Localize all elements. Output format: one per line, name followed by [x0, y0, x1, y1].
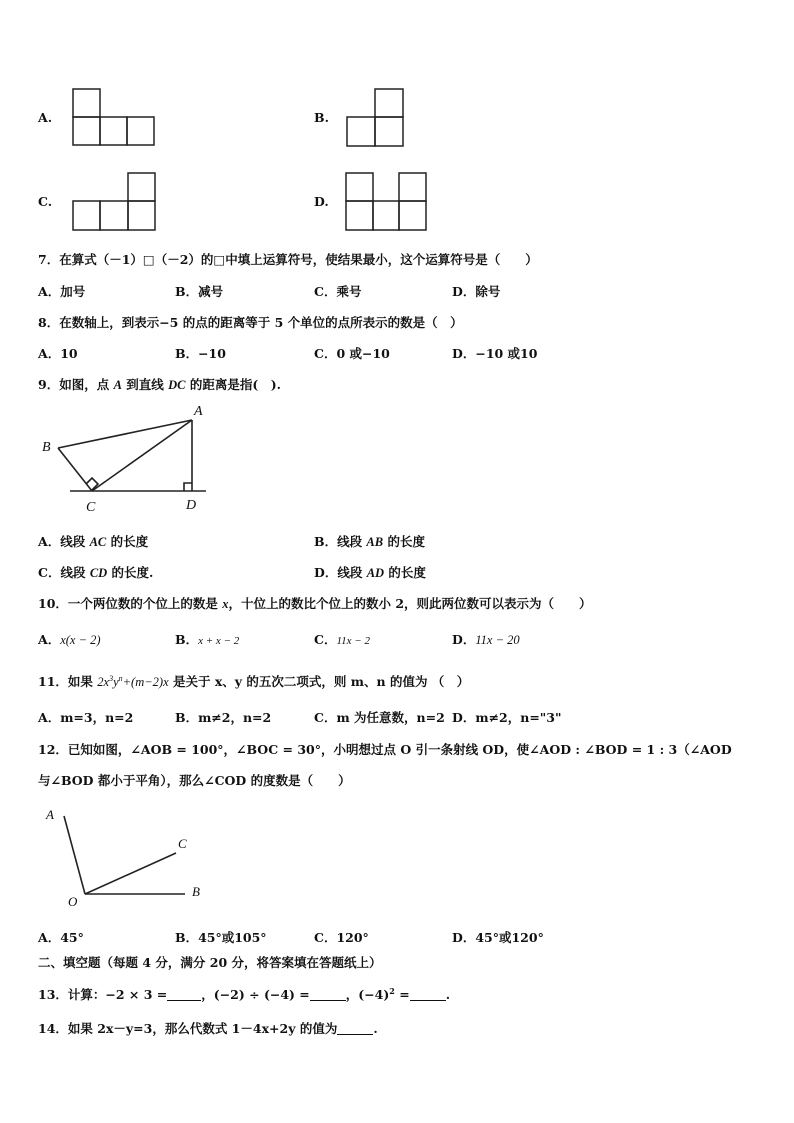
q12-label-o: O [68, 894, 78, 909]
q9-option-d-seg: AD [366, 566, 385, 580]
q8-option-c: C．0 或−10 [314, 346, 390, 361]
q11-expr-y: y [113, 675, 119, 689]
q10-option-a-expr: x(x − 2) [60, 633, 101, 647]
q14-pre: 14．如果 2x－y=3，那么代数式 1－4x+2y 的值为 [38, 1021, 338, 1036]
q9-stem-pre: 9．如图，点 [38, 377, 114, 392]
q10-stem [38, 594, 592, 612]
q11-option-c: C．m 为任意数，n=2 [314, 710, 445, 725]
q8-option-a: A．10 [38, 346, 78, 361]
q9-option-a-pre: A．线段 [38, 534, 90, 549]
q9-option-c-post: 的长度. [107, 565, 154, 580]
q11-option-a: A．m=3，n=2 [38, 710, 134, 725]
q6-figure-b [346, 88, 406, 148]
q9-option-b-post: 的长度 [383, 534, 425, 549]
q7-stem: 7．在算式（－1）□（－2）的□中填上运算符号，使结果最小，这个运算符号是（ ） [38, 252, 538, 267]
q12-option-d: D．45°或120° [452, 930, 544, 945]
q10-option-c [314, 630, 370, 648]
q13-pre: 13．计算：−2 × 3 = [38, 987, 168, 1002]
q8-option-d: D．−10 或10 [452, 346, 538, 361]
q11-expression [97, 675, 168, 689]
q9-option-a-seg: AC [89, 535, 107, 549]
q12-label-b: B [192, 884, 200, 899]
q14-blank[interactable] [337, 1022, 373, 1035]
q11-stem-post: 是关于 x、y 的五次二项式，则 m、n 的值为 （ ） [168, 674, 470, 689]
q9-option-c-seg: CD [89, 566, 108, 580]
q10-stem-x: x [222, 597, 229, 611]
q9-option-b-pre: B．线段 [314, 534, 367, 549]
q7-option-c: C．乘号 [314, 284, 362, 299]
q10-stem-post: ，十位上的数比个位上的数小 2，则此两位数可以表示为（ ） [228, 596, 592, 611]
q14-line [38, 1019, 378, 1037]
q12-label-c: C [178, 836, 187, 851]
q13-mid3: = [394, 987, 410, 1002]
q9-option-c-pre: C．线段 [38, 565, 90, 580]
q13-line [38, 985, 450, 1003]
q12-stem-line1: 12．已知如图，∠AOB = 100°，∠BOC = 30°，小明想过点 O 引一条射线 OD，使∠AOD : ∠BOD = 1 : 3（∠AOD [38, 742, 732, 757]
q9-option-d-post: 的长度 [384, 565, 426, 580]
q10-stem-pre: 10．一个两位数的个位上的数是 [38, 596, 223, 611]
q11-option-b: B．m≠2，n=2 [175, 710, 272, 725]
q10-option-b-expr: x + x − 2 [198, 635, 240, 647]
q9-option-d [314, 563, 426, 581]
q11-stem [38, 672, 469, 690]
q12-option-a: A．45° [38, 930, 84, 945]
q6-figure-c [72, 172, 158, 232]
q12-stem-line2: 与∠BOD 都小于平角），那么∠COD 的度数是（ ） [38, 773, 351, 788]
q9-option-c [38, 563, 153, 581]
q10-option-a-label: A． [38, 632, 61, 647]
q11-expr-exp3: 3 [109, 673, 114, 683]
q9-stem-post: 的距离是指( ). [185, 377, 282, 392]
q9-stem-mid: 到直线 [121, 377, 169, 392]
q6-figure-a [72, 88, 156, 146]
q7-option-d: D．除号 [452, 284, 501, 299]
q12-option-b: B．45°或105° [175, 930, 267, 945]
q9-label-a: A [194, 404, 203, 419]
q6-option-c-label: C. [38, 194, 53, 209]
q12-label-a: A [46, 807, 54, 822]
q9-stem-point: A [113, 378, 122, 392]
q11-stem-pre: 11．如果 [38, 674, 98, 689]
section2-title: 二、填空题（每题 4 分，满分 20 分，将答案填在答题纸上） [38, 955, 382, 970]
q9-label-d: D [186, 498, 197, 513]
q13-mid2: ，(−4) [345, 987, 390, 1002]
q7-option-a: A．加号 [38, 284, 86, 299]
q10-option-c-label: C． [314, 632, 337, 647]
q9-option-b-seg: AB [366, 535, 384, 549]
q13-blank-1[interactable] [167, 988, 201, 1001]
q11-expr-expn: n [118, 673, 123, 683]
q6-figure-d [345, 172, 429, 232]
q9-stem-line: DC [168, 378, 186, 392]
q10-option-d [452, 630, 520, 648]
q8-stem: 8．在数轴上，到表示−5 的点的距离等于 5 个单位的点所表示的数是（ ） [38, 315, 463, 330]
q9-option-a [38, 532, 148, 550]
q8-option-b: B．−10 [175, 346, 226, 361]
q9-figure [40, 398, 220, 516]
q11-expr-rest: +(m−2)x [122, 675, 169, 689]
q10-option-d-expr: 11x − 20 [475, 633, 520, 647]
q14-end: . [373, 1021, 378, 1036]
q12-figure [40, 800, 210, 908]
q9-label-b: B [42, 440, 51, 455]
q13-mid1: ，(−2) ÷ (−4) = [201, 987, 310, 1002]
q9-option-d-pre: D．线段 [314, 565, 367, 580]
q13-end: . [445, 987, 451, 1002]
q10-option-a [38, 630, 101, 648]
q9-option-a-post: 的长度 [106, 534, 149, 549]
q6-option-d-label: D. [314, 194, 329, 209]
q10-option-b [175, 630, 239, 648]
q12-option-c: C．120° [314, 930, 369, 945]
q7-option-b: B．减号 [175, 284, 224, 299]
q13-exp: 2 [389, 985, 395, 996]
q11-option-d: D．m≠2，n="3" [452, 710, 562, 725]
q10-option-c-expr: 11x − 2 [336, 635, 370, 647]
q11-expr-coef: 2x [97, 675, 110, 689]
q9-label-c: C [86, 500, 96, 515]
q6-option-b-label: B. [314, 110, 329, 125]
q10-option-d-label: D． [452, 632, 476, 647]
q6-option-a-label: A. [38, 110, 53, 125]
q13-blank-2[interactable] [310, 988, 346, 1001]
q9-option-b [314, 532, 425, 550]
q10-option-b-label: B． [175, 632, 199, 647]
q9-stem [38, 375, 281, 393]
q13-blank-3[interactable] [410, 988, 446, 1001]
